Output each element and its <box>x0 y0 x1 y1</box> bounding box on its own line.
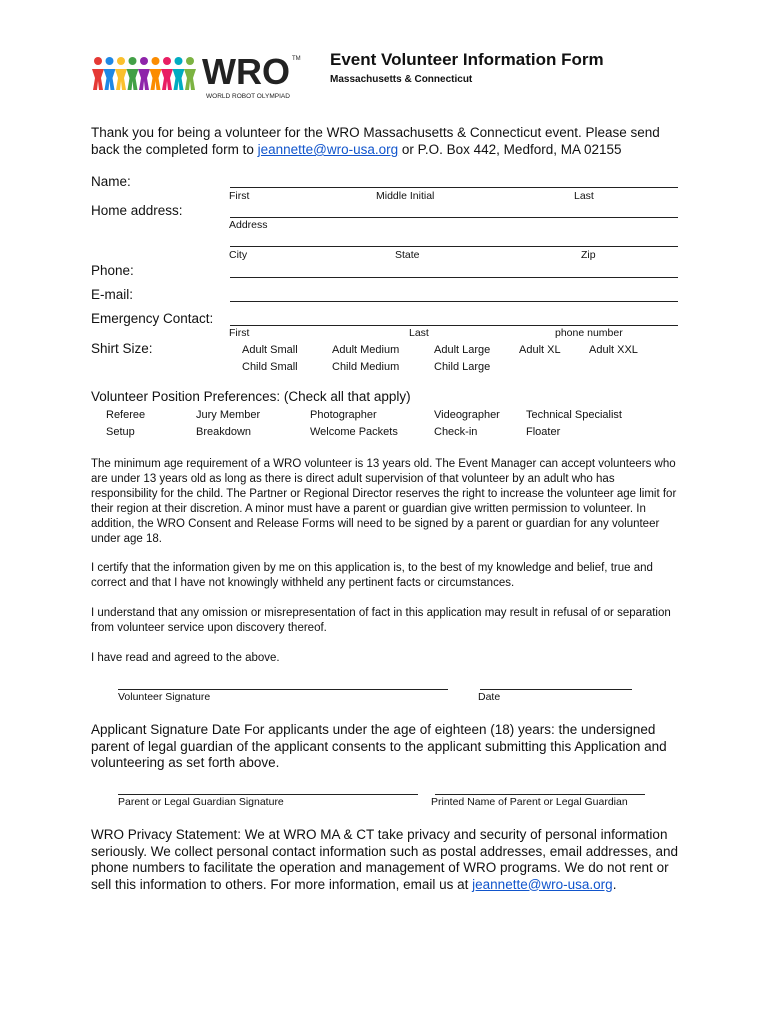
emergency-first-caption: First <box>229 327 250 339</box>
logo-person-figure <box>173 57 185 90</box>
zip-caption: Zip <box>581 249 596 261</box>
name-label: Name: <box>91 174 131 189</box>
logo-person-figure <box>92 57 104 90</box>
logo-person-figure <box>104 57 116 90</box>
position-option-photographer[interactable]: Photographer <box>310 409 377 421</box>
emergency-phone-caption: phone number <box>555 327 623 339</box>
address-caption: Address <box>229 219 268 231</box>
privacy-statement <box>91 827 681 893</box>
city-state-zip-input-line[interactable] <box>230 246 678 247</box>
position-option-videographer[interactable]: Videographer <box>434 409 500 421</box>
logo-person-figure <box>150 57 162 90</box>
address-input-line[interactable] <box>230 217 678 218</box>
position-option-floater[interactable]: Floater <box>526 426 561 438</box>
logo-wordmark: WRO <box>202 51 290 92</box>
omission-paragraph: I understand that any omission or misrepresentation of fact in this application may result in refusal of or separation from volunteer service upon discovery thereof. <box>91 607 671 634</box>
logo-person-figure <box>115 57 127 90</box>
volunteer-signature-line[interactable] <box>118 689 448 690</box>
shirt-option-child-medium[interactable]: Child Medium <box>332 361 400 373</box>
certification-paragraph: I certify that the information given by me on this application is, to the best of my knowledge and belief, true and correct and that I have not knowingly withheld any pertinent facts or circumstances. <box>91 562 653 589</box>
shirt-size-label: Shirt Size: <box>91 341 153 356</box>
logo-person-figure <box>138 57 150 90</box>
privacy-text: WRO Privacy Statement: We at WRO MA & CT take privacy and security of personal information seriously. We collect personal contact information such as postal addresses, email addresses, and phone numbers to facilitate the operation and management of WRO programs. We do not rent or sell this information to others. For more information, email us at <box>91 827 679 892</box>
city-caption: City <box>229 249 248 261</box>
shirt-option-child-large[interactable]: Child Large <box>434 361 491 373</box>
intro-text-after: or P.O. Box 442, Medford, MA 02155 <box>398 142 622 157</box>
logo-caption: WORLD ROBOT OLYMPIAD <box>206 93 290 100</box>
shirt-option-adult-large[interactable]: Adult Large <box>434 344 491 356</box>
logo-person-figure <box>161 57 173 90</box>
minor-consent-paragraph: Applicant Signature Date For applicants under the age of eighteen (18) years: the undersigned parent of legal guardian of the applicant consents to the applicant submitting this Application and volunteering as set forth above. <box>91 722 667 770</box>
state-caption: State <box>395 249 420 261</box>
intro-text: Thank you for being a volunteer for the WRO Massachusetts & Connecticut event. Please send back the completed form to <box>91 125 660 157</box>
position-option-referee[interactable]: Referee <box>106 409 146 421</box>
volunteer-date-caption: Date <box>478 691 501 703</box>
form-title: Event Volunteer Information Form <box>330 50 604 69</box>
intro-paragraph <box>91 124 691 158</box>
name-first-caption: First <box>229 190 250 202</box>
position-option-welcome-packets[interactable]: Welcome Packets <box>310 426 398 438</box>
wro-logo <box>92 48 322 102</box>
position-option-jury-member[interactable]: Jury Member <box>196 409 261 421</box>
phone-input-line[interactable] <box>230 277 678 278</box>
wro-logo-graphic <box>92 48 322 102</box>
email-input-line[interactable] <box>230 301 678 302</box>
emergency-last-caption: Last <box>409 327 429 339</box>
logo-people-figures <box>92 57 196 90</box>
positions-heading: Volunteer Position Preferences: (Check all that apply) <box>91 389 411 404</box>
logo-person-figure <box>127 57 139 90</box>
shirt-option-adult-small[interactable]: Adult Small <box>242 344 298 356</box>
address-label: Home address: <box>91 203 183 218</box>
emergency-contact-input-line[interactable] <box>230 325 678 326</box>
guardian-signature-caption: Parent or Legal Guardian Signature <box>118 796 284 808</box>
guardian-signature-line[interactable] <box>118 794 418 795</box>
position-option-setup[interactable]: Setup <box>106 426 135 438</box>
guardian-printed-name-caption: Printed Name of Parent or Legal Guardian <box>431 796 628 808</box>
name-last-caption: Last <box>574 190 594 202</box>
agreement-statement: I have read and agreed to the above. <box>91 652 280 664</box>
position-option-check-in[interactable]: Check-in <box>434 426 478 438</box>
guardian-printed-name-line[interactable] <box>435 794 645 795</box>
form-subtitle: Massachusetts & Connecticut <box>330 74 473 85</box>
position-option-breakdown[interactable]: Breakdown <box>196 426 252 438</box>
name-input-line[interactable] <box>230 187 678 188</box>
intro-email-link[interactable]: jeannette@wro-usa.org <box>257 142 399 157</box>
age-requirement-paragraph: The minimum age requirement of a WRO volunteer is 13 years old. The Event Manager can accept volunteers who are under 13 years old as long as there is direct adult supervision of that volunteer by an adult who has responsibility for the child. The Partner or Regional Director reserves the right to increase the volunteer age limit for their region at their discretion. A minor must have a parent or guardian give written permission to volunteer. In addition, the WRO Consent and Release Forms will need to be signed by a parent or guardian for any volunteer under age 18. <box>91 458 677 545</box>
privacy-end: . <box>612 876 617 892</box>
shirt-option-adult-xl[interactable]: Adult XL <box>519 344 561 356</box>
position-option-technical-specialist[interactable]: Technical Specialist <box>526 409 622 421</box>
shirt-option-adult-xxl[interactable]: Adult XXL <box>589 344 638 356</box>
logo-person-figure <box>184 57 196 90</box>
name-middle-caption: Middle Initial <box>376 190 435 202</box>
volunteer-date-line[interactable] <box>480 689 632 690</box>
shirt-option-adult-medium[interactable]: Adult Medium <box>332 344 400 356</box>
logo-trademark: TM <box>292 56 301 62</box>
volunteer-signature-caption: Volunteer Signature <box>118 691 211 703</box>
privacy-email-link[interactable]: jeannette@wro-usa.org <box>472 876 613 892</box>
phone-label: Phone: <box>91 263 134 278</box>
emergency-contact-label: Emergency Contact: <box>91 311 214 326</box>
shirt-option-child-small[interactable]: Child Small <box>242 361 298 373</box>
email-label: E-mail: <box>91 287 134 302</box>
